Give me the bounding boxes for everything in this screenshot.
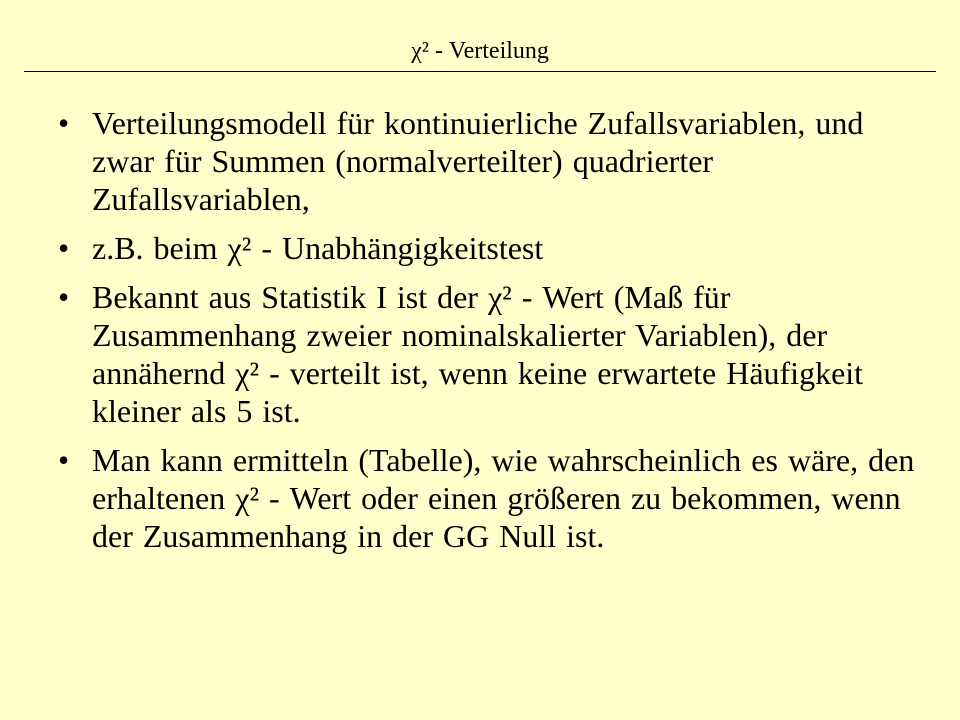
bullet-dot-icon: • — [58, 105, 70, 141]
bullet-item — [58, 441, 918, 555]
bullet-text: z.B. beim χ² - Unabhängigkeitstest — [92, 230, 544, 266]
bullet-text: Bekannt aus Statistik I ist der χ² - Wert (Maß für Zusammenhang zweier nominalskalierter Variablen), der annähernd χ² - verteilt ist, wenn keine erwartete Häufigkeit kleiner als 5 ist. — [92, 279, 864, 429]
bullet-item — [58, 229, 918, 267]
bullet-item — [58, 104, 918, 218]
bullet-text: Man kann ermitteln (Tabelle), wie wahrscheinlich es wäre, den erhaltenen χ² - Wert oder einen größeren zu bekommen, wenn der Zusammenhang in der GG Null ist. — [92, 442, 915, 554]
bullet-item — [58, 278, 918, 430]
bullet-list — [58, 104, 918, 566]
bullet-text: Verteilungsmodell für kontinuierliche Zufallsvariablen, und zwar für Summen (normalverteilter) quadrierter Zufallsvariablen, — [92, 105, 864, 217]
bullet-dot-icon: • — [58, 442, 70, 478]
bullet-dot-icon: • — [58, 230, 70, 266]
slide-title: χ² - Verteilung — [411, 38, 549, 64]
title-divider — [24, 71, 936, 72]
bullet-dot-icon: • — [58, 279, 70, 315]
